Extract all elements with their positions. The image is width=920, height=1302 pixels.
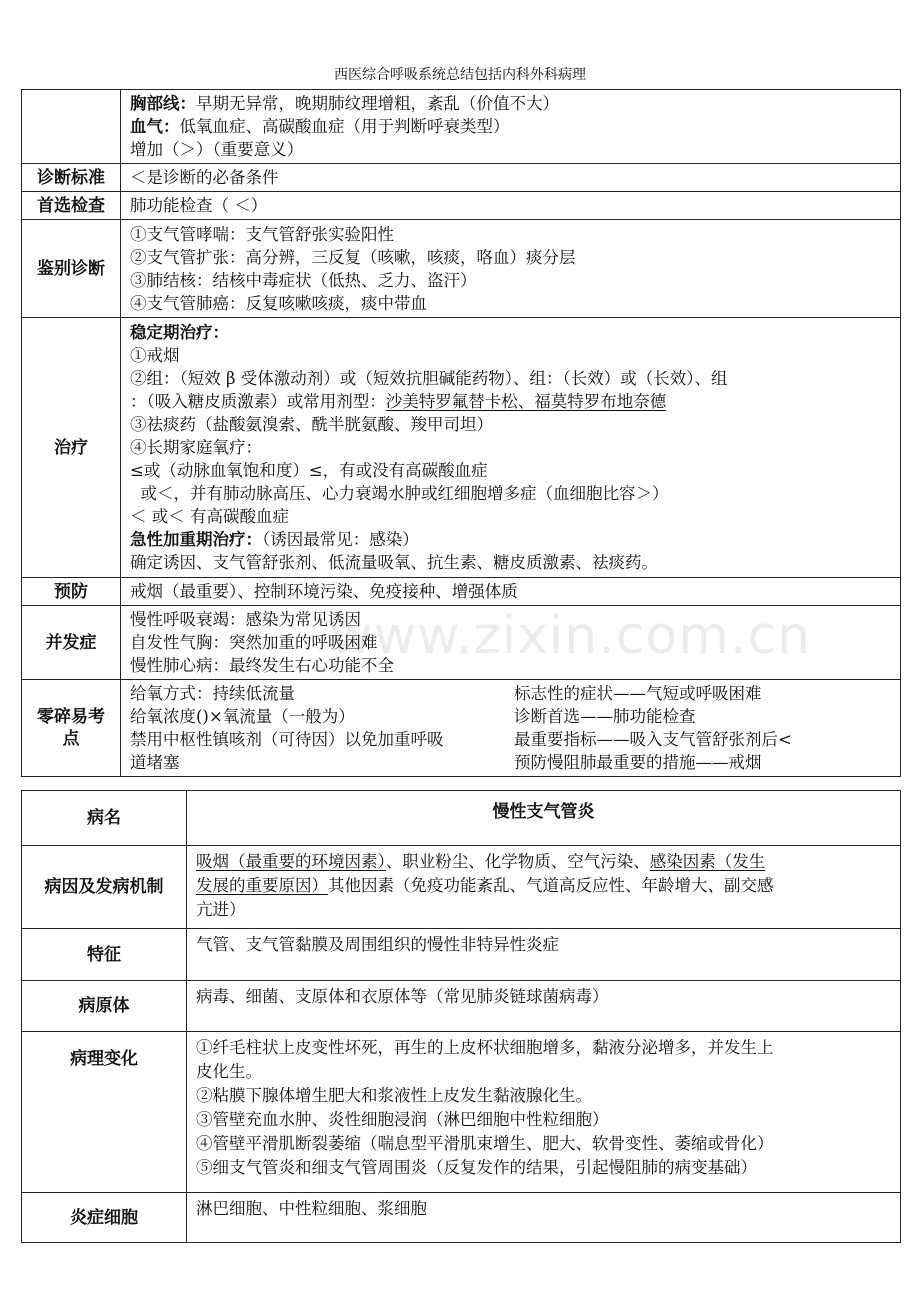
- drug-formulations: 沙美特罗氟替卡松、福莫特罗布地奈德: [385, 392, 667, 411]
- copd-table: [21, 89, 901, 777]
- row-label: 病原体: [22, 981, 187, 1032]
- row-content: [121, 680, 901, 777]
- list-item: ③肺结核：结核中毒症状（低热、乏力、盗汗）: [130, 270, 477, 290]
- treatment-line: 或＜，并有肺动脉高压、心力衰竭水肿或红细胞增多症（血细胞比容＞）: [130, 484, 669, 503]
- row-content: [187, 846, 901, 929]
- disease-title: 慢性支气管炎: [492, 802, 595, 822]
- row-label: 预防: [22, 578, 121, 606]
- treatment-line: ②组：（短效 β 受体激动剂）或（短效抗胆碱能药物）、组：（长效）或（长效）、组: [130, 369, 728, 388]
- list-item: ④管壁平滑肌断裂萎缩（喘息型平滑肌束增生、肥大、软骨变性、萎缩或骨化）: [196, 1134, 774, 1153]
- label-part: 点: [62, 729, 80, 749]
- smoking-cause: 吸烟（最重要的环境因素）: [196, 852, 386, 871]
- blood-gas-text: 低氧血症、高碳酸血症（用于判断呼衰类型）: [179, 117, 510, 136]
- list-item: ③管壁充血水肿、炎性细胞浸润（淋巴细胞中性粒细胞）: [196, 1110, 609, 1129]
- list-item: 给氧浓度()×氧流量（一般为）: [130, 707, 355, 726]
- increase-text: 增加（＞）（重要意义）: [130, 140, 304, 159]
- list-item: ④支气管肺癌：反复咳嗽咳痰，痰中带血: [130, 293, 427, 313]
- row-prevention: [22, 578, 901, 606]
- list-item: 道堵塞: [130, 753, 180, 772]
- blood-gas-label: 血气：: [130, 117, 180, 136]
- row-content: [121, 220, 901, 318]
- row-inflammatory-cells: [22, 1193, 901, 1243]
- row-text: 淋巴细胞、中性粒细胞、浆细胞: [187, 1193, 901, 1243]
- list-item: ⑤细支气管炎和细支气管周围炎（反复发作的结果，引起慢阻肺的病变基础）: [196, 1158, 757, 1177]
- list-item: ①支气管哮喘：支气管舒张实验阳性: [130, 224, 394, 244]
- list-item: 禁用中枢性镇咳剂（可待因）以免加重呼吸: [130, 730, 444, 749]
- list-item: 诊断首选——肺功能检查: [514, 707, 696, 726]
- list-item: 皮化生。: [196, 1062, 262, 1081]
- list-item: 自发性气胸：突然加重的呼吸困难: [130, 633, 378, 652]
- row-feature: [22, 929, 901, 981]
- row-label: 首选检查: [22, 192, 121, 220]
- chest-xray-label: 胸部线：: [130, 94, 196, 113]
- row-label: 特征: [22, 929, 187, 981]
- treatment-line: ：（吸入糖皮质激素）或常用剂型：: [130, 392, 386, 411]
- acute-phase-title: 急性加重期治疗：: [130, 530, 262, 549]
- row-treatment: [22, 318, 901, 578]
- treatment-line: ④长期家庭氧疗：: [130, 438, 262, 457]
- key-points-right: [514, 682, 898, 774]
- cause-text: 其他因素（免疫功能紊乱、气道高反应性、年龄增大、副交感: [328, 876, 774, 895]
- acute-phase-note: （诱因最常见：感染）: [262, 530, 419, 549]
- row-label: 诊断标准: [22, 164, 121, 192]
- row-diagnosis: [22, 164, 901, 192]
- infection-cause: 感染因素（发生: [649, 852, 766, 871]
- list-item: ②粘膜下腺体增生肥大和浆液性上皮发生黏液腺化生。: [196, 1086, 592, 1105]
- key-points-left: [130, 682, 514, 774]
- row-label: 炎症细胞: [22, 1193, 187, 1243]
- watermark: www.zixin.com.cn: [330, 606, 811, 666]
- row-first-exam: [22, 192, 901, 220]
- title-cell: [187, 791, 901, 846]
- row-label: 病名: [22, 791, 187, 846]
- header-row: [22, 791, 901, 846]
- row-content: [121, 318, 901, 578]
- label-part: 零碎易考: [37, 707, 105, 727]
- row-label: [22, 680, 121, 777]
- row-exam: [22, 90, 901, 164]
- chronic-bronchitis-table: [21, 790, 901, 1243]
- row-text: 病毒、细菌、支原体和衣原体等（常见肺炎链球菌病毒）: [187, 981, 901, 1032]
- stable-phase-title: 稳定期治疗：: [130, 323, 229, 342]
- list-item: 给氧方式：持续低流量: [130, 684, 295, 703]
- label-cell-empty: [22, 90, 121, 164]
- treatment-line: ③祛痰药（盐酸氨溴索、酰半胱氨酸、羧甲司坦）: [130, 415, 493, 434]
- cause-text: 亢进）: [196, 900, 246, 919]
- row-label: 治疗: [22, 318, 121, 578]
- row-pathology: [22, 1032, 901, 1193]
- row-label: 病理变化: [22, 1032, 187, 1193]
- row-text: 肺功能检查（ ＜）: [121, 192, 901, 220]
- row-key-points: [22, 680, 901, 777]
- row-complications: [22, 606, 901, 680]
- document-title: 西医综合呼吸系统总结包括内科外科病理: [334, 67, 586, 83]
- row-etiology: [22, 846, 901, 929]
- list-item: 最重要指标——吸入支气管舒张剂后<: [514, 730, 792, 749]
- treatment-line: ＜ 或＜ 有高碳酸血症: [130, 507, 289, 526]
- list-item: 预防慢阻肺最重要的措施——戒烟: [514, 753, 762, 772]
- treatment-line: ≤或（动脉血氧饱和度）≤，有或没有高碳酸血症: [130, 461, 488, 480]
- row-label: 并发症: [22, 606, 121, 680]
- row-pathogen: [22, 981, 901, 1032]
- list-item: 标志性的症状——气短或呼吸困难: [514, 684, 762, 703]
- list-item: ②支气管扩张：高分辨，三反复（咳嗽，咳痰，咯血）痰分层: [130, 247, 576, 267]
- cause-text: 、职业粉尘、化学物质、空气污染、: [385, 852, 650, 871]
- infection-cause-cont: 发展的重要原因）: [196, 876, 328, 895]
- treatment-line: 确定诱因、支气管舒张剂、低流量吸氧、抗生素、糖皮质激素、祛痰药。: [130, 553, 658, 572]
- chest-xray-text: 早期无异常，晚期肺纹理增粗，紊乱（价值不大）: [196, 94, 559, 113]
- row-content: [121, 606, 901, 680]
- row-differential: [22, 220, 901, 318]
- list-item: 慢性肺心病：最终发生右心功能不全: [130, 656, 394, 675]
- row-label: 鉴别诊断: [22, 220, 121, 318]
- row-text: 戒烟（最重要）、控制环境污染、免疫接种、增强体质: [121, 578, 901, 606]
- row-text: 气管、支气管黏膜及周围组织的慢性非特异性炎症: [187, 929, 901, 981]
- row-text: ＜是诊断的必备条件: [121, 164, 901, 192]
- list-item: 慢性呼吸衰竭：感染为常见诱因: [130, 610, 361, 629]
- treatment-line: ①戒烟: [130, 346, 180, 365]
- row-label: 病因及发病机制: [22, 846, 187, 929]
- list-item: ①纤毛柱状上皮变性坏死，再生的上皮杯状细胞增多，黏液分泌增多，并发生上: [196, 1038, 774, 1057]
- content-cell: [121, 90, 901, 164]
- row-content: [187, 1032, 901, 1193]
